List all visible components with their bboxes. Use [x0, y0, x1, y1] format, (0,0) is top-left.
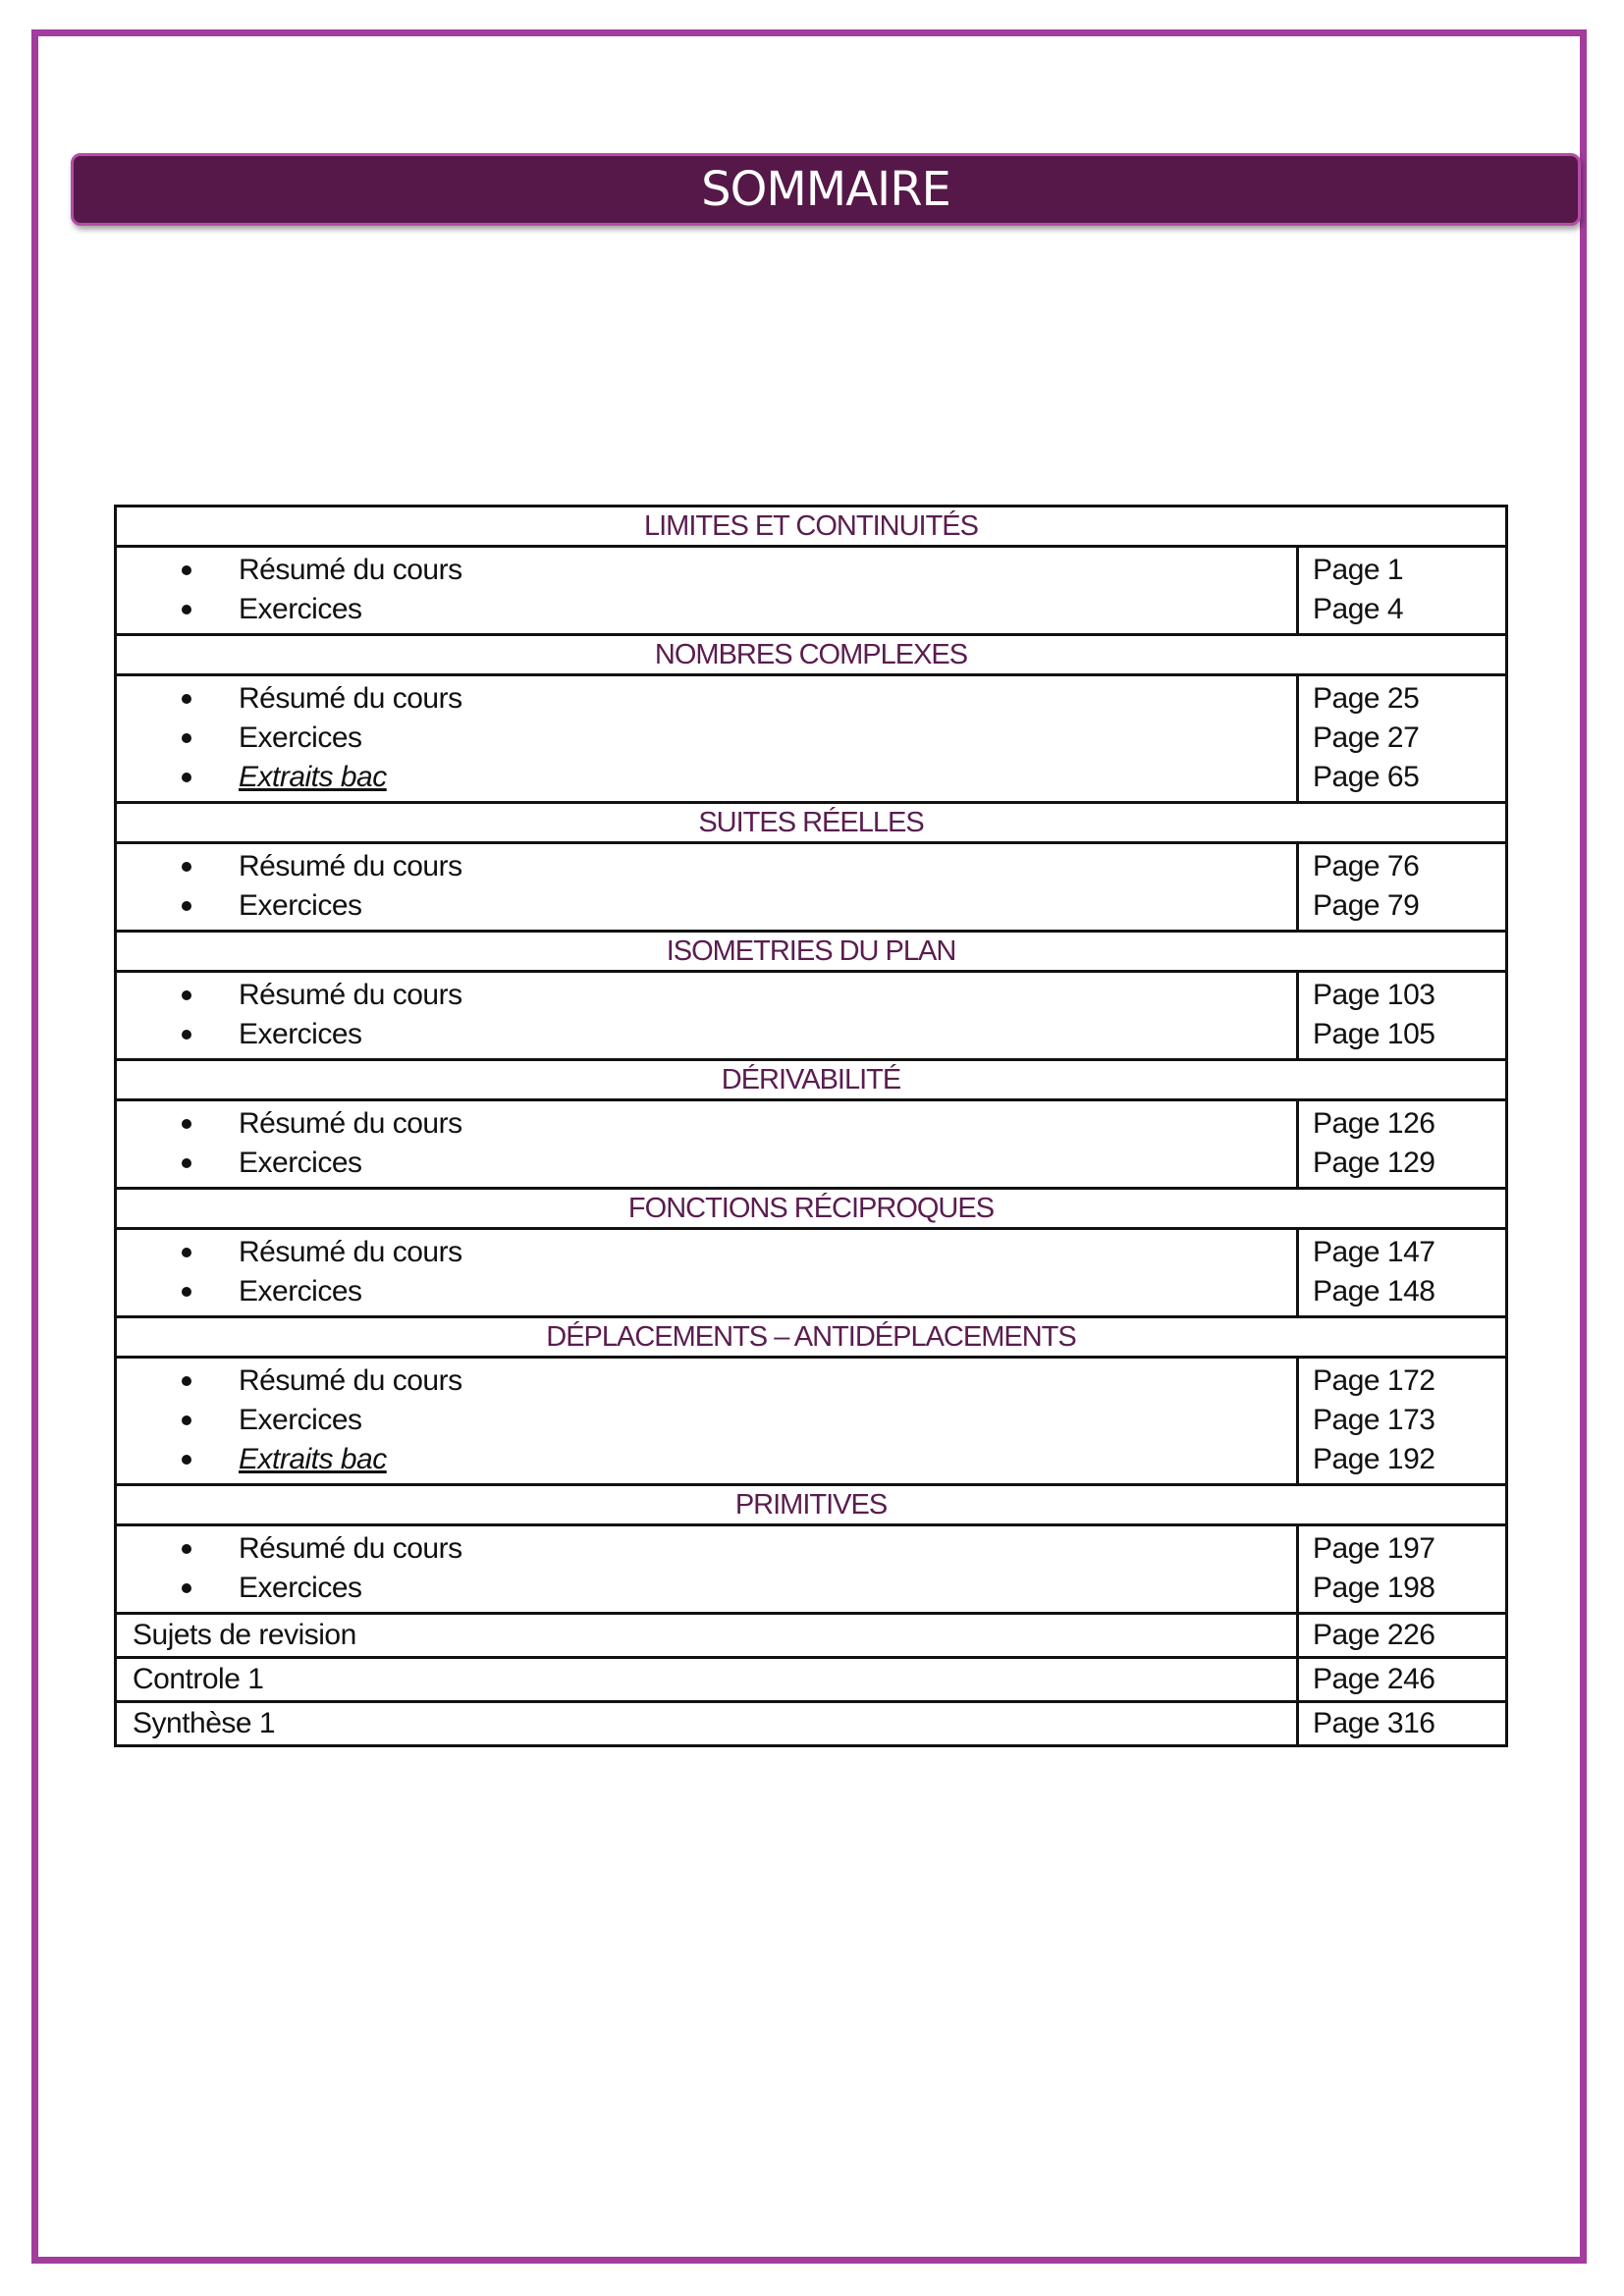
toc-entry[interactable] [117, 1233, 1296, 1272]
section-body [117, 673, 1505, 801]
bullet-icon [182, 901, 191, 911]
page-number: Page 172 [1313, 1364, 1435, 1397]
title-banner [71, 153, 1581, 226]
extra-label: Sujets de revision [117, 1615, 1299, 1656]
section-body [117, 841, 1505, 930]
extra-row[interactable] [117, 1700, 1505, 1744]
entry-label: Exercices [239, 889, 362, 922]
bullet-icon [182, 694, 191, 704]
page-number: Page 126 [1313, 1107, 1435, 1140]
entry-label: Résumé du cours [239, 554, 462, 586]
page-number: Page 192 [1313, 1443, 1435, 1475]
page-number: Page 65 [1313, 761, 1420, 793]
bullet-icon [182, 1583, 191, 1593]
items-column [117, 1359, 1299, 1483]
page-number: Page 147 [1313, 1236, 1435, 1268]
toc-entry[interactable] [117, 976, 1296, 1015]
bullet-icon [182, 990, 191, 1000]
pages-column [1299, 1101, 1505, 1187]
bullet-icon [182, 1030, 191, 1040]
pages-column [1299, 548, 1505, 633]
bullet-icon [182, 1287, 191, 1297]
pages-column [1299, 1230, 1505, 1315]
entry-label: Résumé du cours [239, 1107, 462, 1140]
toc-entry[interactable] [117, 1440, 1296, 1479]
toc-entry[interactable] [117, 1401, 1296, 1440]
section-body [117, 545, 1505, 633]
entry-label: Exercices [239, 721, 362, 754]
pages-column [1299, 1526, 1505, 1612]
section-body [117, 1523, 1505, 1612]
toc-entry[interactable] [117, 719, 1296, 758]
bullet-icon [182, 862, 191, 872]
entry-label: Exercices [239, 1147, 362, 1179]
pages-column [1299, 1359, 1505, 1483]
bullet-icon [182, 733, 191, 743]
toc-entry[interactable] [117, 758, 1296, 797]
page-number: Page 197 [1313, 1532, 1435, 1565]
items-column [117, 548, 1299, 633]
entry-label: Extraits bac [239, 1443, 387, 1475]
entry-label: Résumé du cours [239, 682, 462, 715]
section-heading: NOMBRES COMPLEXES [117, 633, 1505, 673]
bullet-icon [182, 1455, 191, 1465]
page-number: Page 27 [1313, 721, 1420, 754]
extra-label: Controle 1 [117, 1659, 1299, 1700]
extra-row[interactable] [117, 1612, 1505, 1656]
page-number: Page 79 [1313, 889, 1420, 922]
pages-column [1299, 844, 1505, 930]
toc-entry[interactable] [117, 1362, 1296, 1401]
page-number: Page 25 [1313, 682, 1420, 715]
entry-label: Exercices [239, 1275, 362, 1308]
section-body [117, 1356, 1505, 1483]
toc-entry[interactable] [117, 1529, 1296, 1569]
page-number: Page 316 [1313, 1707, 1435, 1739]
entry-label: Résumé du cours [239, 1532, 462, 1565]
bullet-icon [182, 1544, 191, 1554]
bullet-icon [182, 1119, 191, 1129]
table-of-contents [114, 505, 1508, 1747]
section-heading: SUITES RÉELLES [117, 801, 1505, 841]
section-body [117, 1098, 1505, 1187]
bullet-icon [182, 1415, 191, 1425]
page-number: Page 76 [1313, 850, 1420, 882]
page-number: Page 4 [1313, 593, 1404, 625]
entry-label: Exercices [239, 1572, 362, 1604]
items-column [117, 676, 1299, 801]
entry-label: Résumé du cours [239, 1364, 462, 1397]
toc-entry[interactable] [117, 1569, 1296, 1608]
bullet-icon [182, 773, 191, 782]
toc-entry[interactable] [117, 1144, 1296, 1183]
page-number: Page 103 [1313, 979, 1435, 1011]
page-number: Page 198 [1313, 1572, 1435, 1604]
section-heading: DÉRIVABILITÉ [117, 1058, 1505, 1098]
extra-label: Synthèse 1 [117, 1703, 1299, 1744]
section-body [117, 970, 1505, 1058]
page-number: Page 173 [1313, 1404, 1435, 1436]
page-number: Page 226 [1313, 1619, 1435, 1651]
entry-label: Extraits bac [239, 761, 387, 793]
items-column [117, 844, 1299, 930]
pages-column [1299, 676, 1505, 801]
page-number: Page 129 [1313, 1147, 1435, 1179]
toc-entry[interactable] [117, 551, 1296, 590]
items-column [117, 1101, 1299, 1187]
toc-entry[interactable] [117, 679, 1296, 719]
section-body [117, 1227, 1505, 1315]
toc-entry[interactable] [117, 847, 1296, 886]
page-number: Page 246 [1313, 1663, 1435, 1695]
items-column [117, 973, 1299, 1058]
entry-label: Exercices [239, 1018, 362, 1050]
bullet-icon [182, 1376, 191, 1386]
section-heading: DÉPLACEMENTS – ANTIDÉPLACEMENTS [117, 1315, 1505, 1356]
page-title: SOMMAIRE [701, 162, 950, 217]
page-number: Page 1 [1313, 554, 1404, 586]
bullet-icon [182, 605, 191, 614]
toc-entry[interactable] [117, 1104, 1296, 1144]
toc-entry[interactable] [117, 1272, 1296, 1311]
bullet-icon [182, 1248, 191, 1257]
items-column [117, 1230, 1299, 1315]
extra-row[interactable] [117, 1656, 1505, 1700]
items-column [117, 1526, 1299, 1612]
entry-label: Résumé du cours [239, 850, 462, 882]
pages-column [1299, 973, 1505, 1058]
entry-label: Résumé du cours [239, 979, 462, 1011]
page-number: Page 148 [1313, 1275, 1435, 1308]
section-heading: LIMITES ET CONTINUITÉS [643, 509, 978, 542]
bullet-icon [182, 1158, 191, 1168]
section-heading: ISOMETRIES DU PLAN [117, 930, 1505, 970]
page-number: Page 105 [1313, 1018, 1435, 1050]
section-heading: PRIMITIVES [117, 1483, 1505, 1523]
toc-entry[interactable] [117, 886, 1296, 926]
entry-label: Exercices [239, 593, 362, 625]
toc-entry[interactable] [117, 590, 1296, 629]
bullet-icon [182, 565, 191, 575]
entry-label: Exercices [239, 1404, 362, 1436]
toc-entry[interactable] [117, 1015, 1296, 1054]
entry-label: Résumé du cours [239, 1236, 462, 1268]
section-heading: FONCTIONS RÉCIPROQUES [117, 1187, 1505, 1227]
